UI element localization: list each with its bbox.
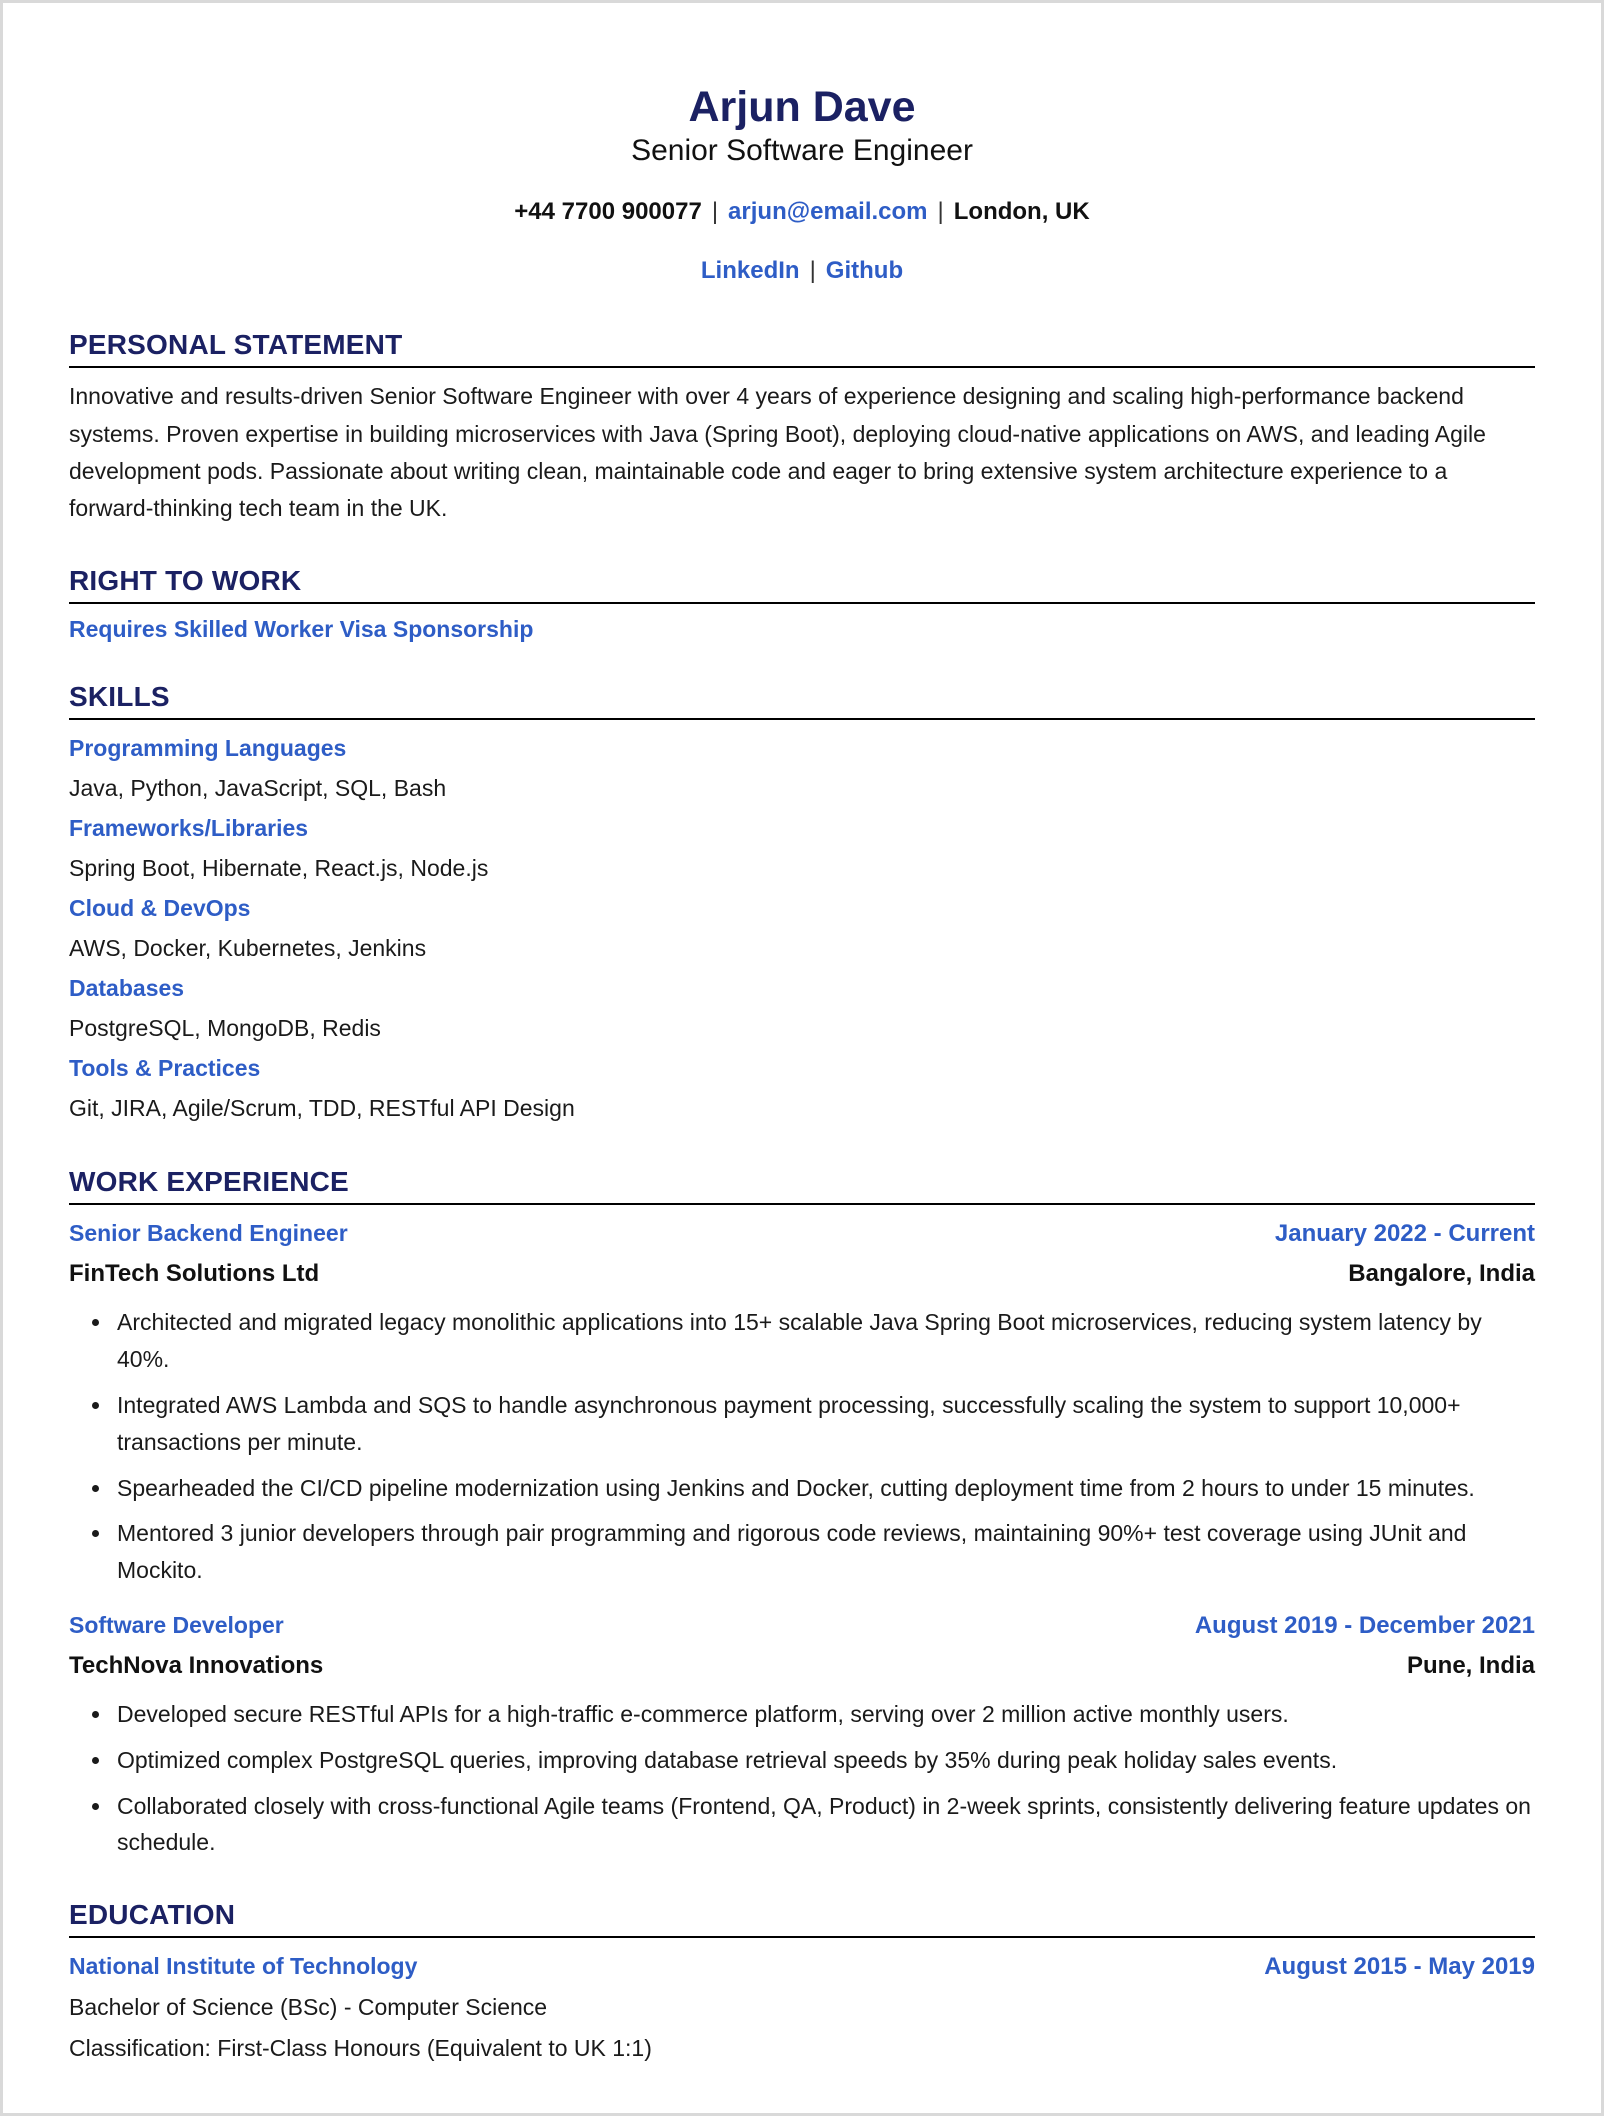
contact-separator: | xyxy=(711,198,719,226)
education-classification: Classification: First-Class Honours (Equivalent to UK 1:1) xyxy=(69,2035,652,2062)
job-entry xyxy=(69,1213,1535,1589)
job-company-row xyxy=(69,1646,1535,1686)
job-company: FinTech Solutions Ltd xyxy=(69,1260,320,1288)
skills-block xyxy=(69,728,1535,1128)
education-dates: August 2015 - May 2019 xyxy=(1264,1953,1535,1981)
job-company: TechNova Innovations xyxy=(69,1652,324,1680)
section-heading-personal-statement: PERSONAL STATEMENT xyxy=(69,329,1535,368)
job-bullet-list xyxy=(69,1696,1535,1861)
job-location: Pune, India xyxy=(1406,1652,1535,1680)
candidate-name: Arjun Dave xyxy=(688,83,916,131)
contact-separator: | xyxy=(937,198,944,226)
skill-group-items: PostgreSQL, MongoDB, Redis xyxy=(69,1015,381,1042)
job-bullet: • Mentored 3 junior developers through pair programming and rigorous code reviews, maintaining 90%+ test coverage using JUnit and Mockito. xyxy=(113,1515,1535,1589)
job-role-title: Senior Backend Engineer xyxy=(69,1220,348,1247)
job-bullet: • Optimized complex PostgreSQL queries, improving database retrieval speeds by 35% during peak holiday sales events. xyxy=(113,1742,1535,1779)
social-links-row xyxy=(69,257,1535,285)
contact-location: London, UK xyxy=(953,198,1090,226)
skill-group-items: AWS, Docker, Kubernetes, Jenkins xyxy=(69,935,427,962)
section-heading-work-experience: WORK EXPERIENCE xyxy=(69,1166,1535,1205)
contact-email-link[interactable]: arjun@email.com xyxy=(728,198,928,226)
job-entry xyxy=(69,1605,1535,1861)
resume-header xyxy=(69,83,1535,285)
education-entry xyxy=(69,1946,1535,2069)
job-bullet: • Spearheaded the CI/CD pipeline modernization using Jenkins and Docker, cutting deployment time from 2 hours to under 15 minutes. xyxy=(113,1470,1535,1507)
contact-row xyxy=(69,198,1535,226)
job-company-row xyxy=(69,1254,1535,1294)
skill-group-items: Java, Python, JavaScript, SQL, Bash xyxy=(69,775,447,802)
job-dates: August 2019 - December 2021 xyxy=(1194,1612,1535,1640)
skill-group-items: Git, JIRA, Agile/Scrum, TDD, RESTful API Design xyxy=(69,1095,575,1122)
visa-status: Requires Skilled Worker Visa Sponsorship xyxy=(69,616,534,643)
github-link[interactable]: Github xyxy=(825,257,904,285)
skill-group-label: Frameworks/Libraries xyxy=(69,815,309,842)
personal-statement-text: Innovative and results-driven Senior Software Engineer with over 4 years of experience designing and scaling high-performance backend systems. Proven expertise in building microservices with Java (Spring Boot), deploying cloud-native applications on AWS, and leading Agile development pods. Passionate about writing clean, maintainable code and eager to bring extensive system architecture experience to a forward-thinking tech team in the UK. xyxy=(69,383,1486,522)
skill-group-label: Tools & Practices xyxy=(69,1055,261,1082)
education-title-row xyxy=(69,1946,1535,1987)
section-heading-education: EDUCATION xyxy=(69,1899,1535,1938)
skill-group-label: Programming Languages xyxy=(69,735,347,762)
job-bullet: • Collaborated closely with cross-functional Agile teams (Frontend, QA, Product) in 2-week sprints, consistently delivering feature updates on schedule. xyxy=(113,1788,1535,1862)
job-title-row xyxy=(69,1213,1535,1254)
section-heading-right-to-work: RIGHT TO WORK xyxy=(69,565,1535,604)
links-separator: | xyxy=(809,257,816,285)
skill-group-items: Spring Boot, Hibernate, React.js, Node.js xyxy=(69,855,489,882)
skill-group-label: Cloud & DevOps xyxy=(69,895,251,922)
job-title-row xyxy=(69,1605,1535,1646)
education-institution: National Institute of Technology xyxy=(69,1953,418,1980)
candidate-title: Senior Software Engineer xyxy=(631,134,973,168)
skill-group-label: Databases xyxy=(69,975,185,1002)
job-bullet: • Integrated AWS Lambda and SQS to handle asynchronous payment processing, successfully scaling the system to support 10,000+ transactions per minute. xyxy=(113,1387,1535,1461)
education-degree: Bachelor of Science (BSc) - Computer Science xyxy=(69,1994,548,2021)
job-location: Bangalore, India xyxy=(1348,1260,1535,1288)
job-bullet: • Architected and migrated legacy monolithic applications into 15+ scalable Java Spring Boot microservices, reducing system latency by 40%. xyxy=(113,1304,1535,1378)
job-dates: January 2022 - Current xyxy=(1274,1220,1535,1248)
job-role-title: Software Developer xyxy=(69,1612,284,1639)
section-heading-skills: SKILLS xyxy=(69,681,1535,720)
job-bullet-list xyxy=(69,1304,1535,1589)
linkedin-link[interactable]: LinkedIn xyxy=(700,257,800,285)
job-bullet: • Developed secure RESTful APIs for a high-traffic e-commerce platform, serving over 2 million active monthly users. xyxy=(113,1696,1535,1733)
contact-phone: +44 7700 900077 xyxy=(514,198,702,226)
